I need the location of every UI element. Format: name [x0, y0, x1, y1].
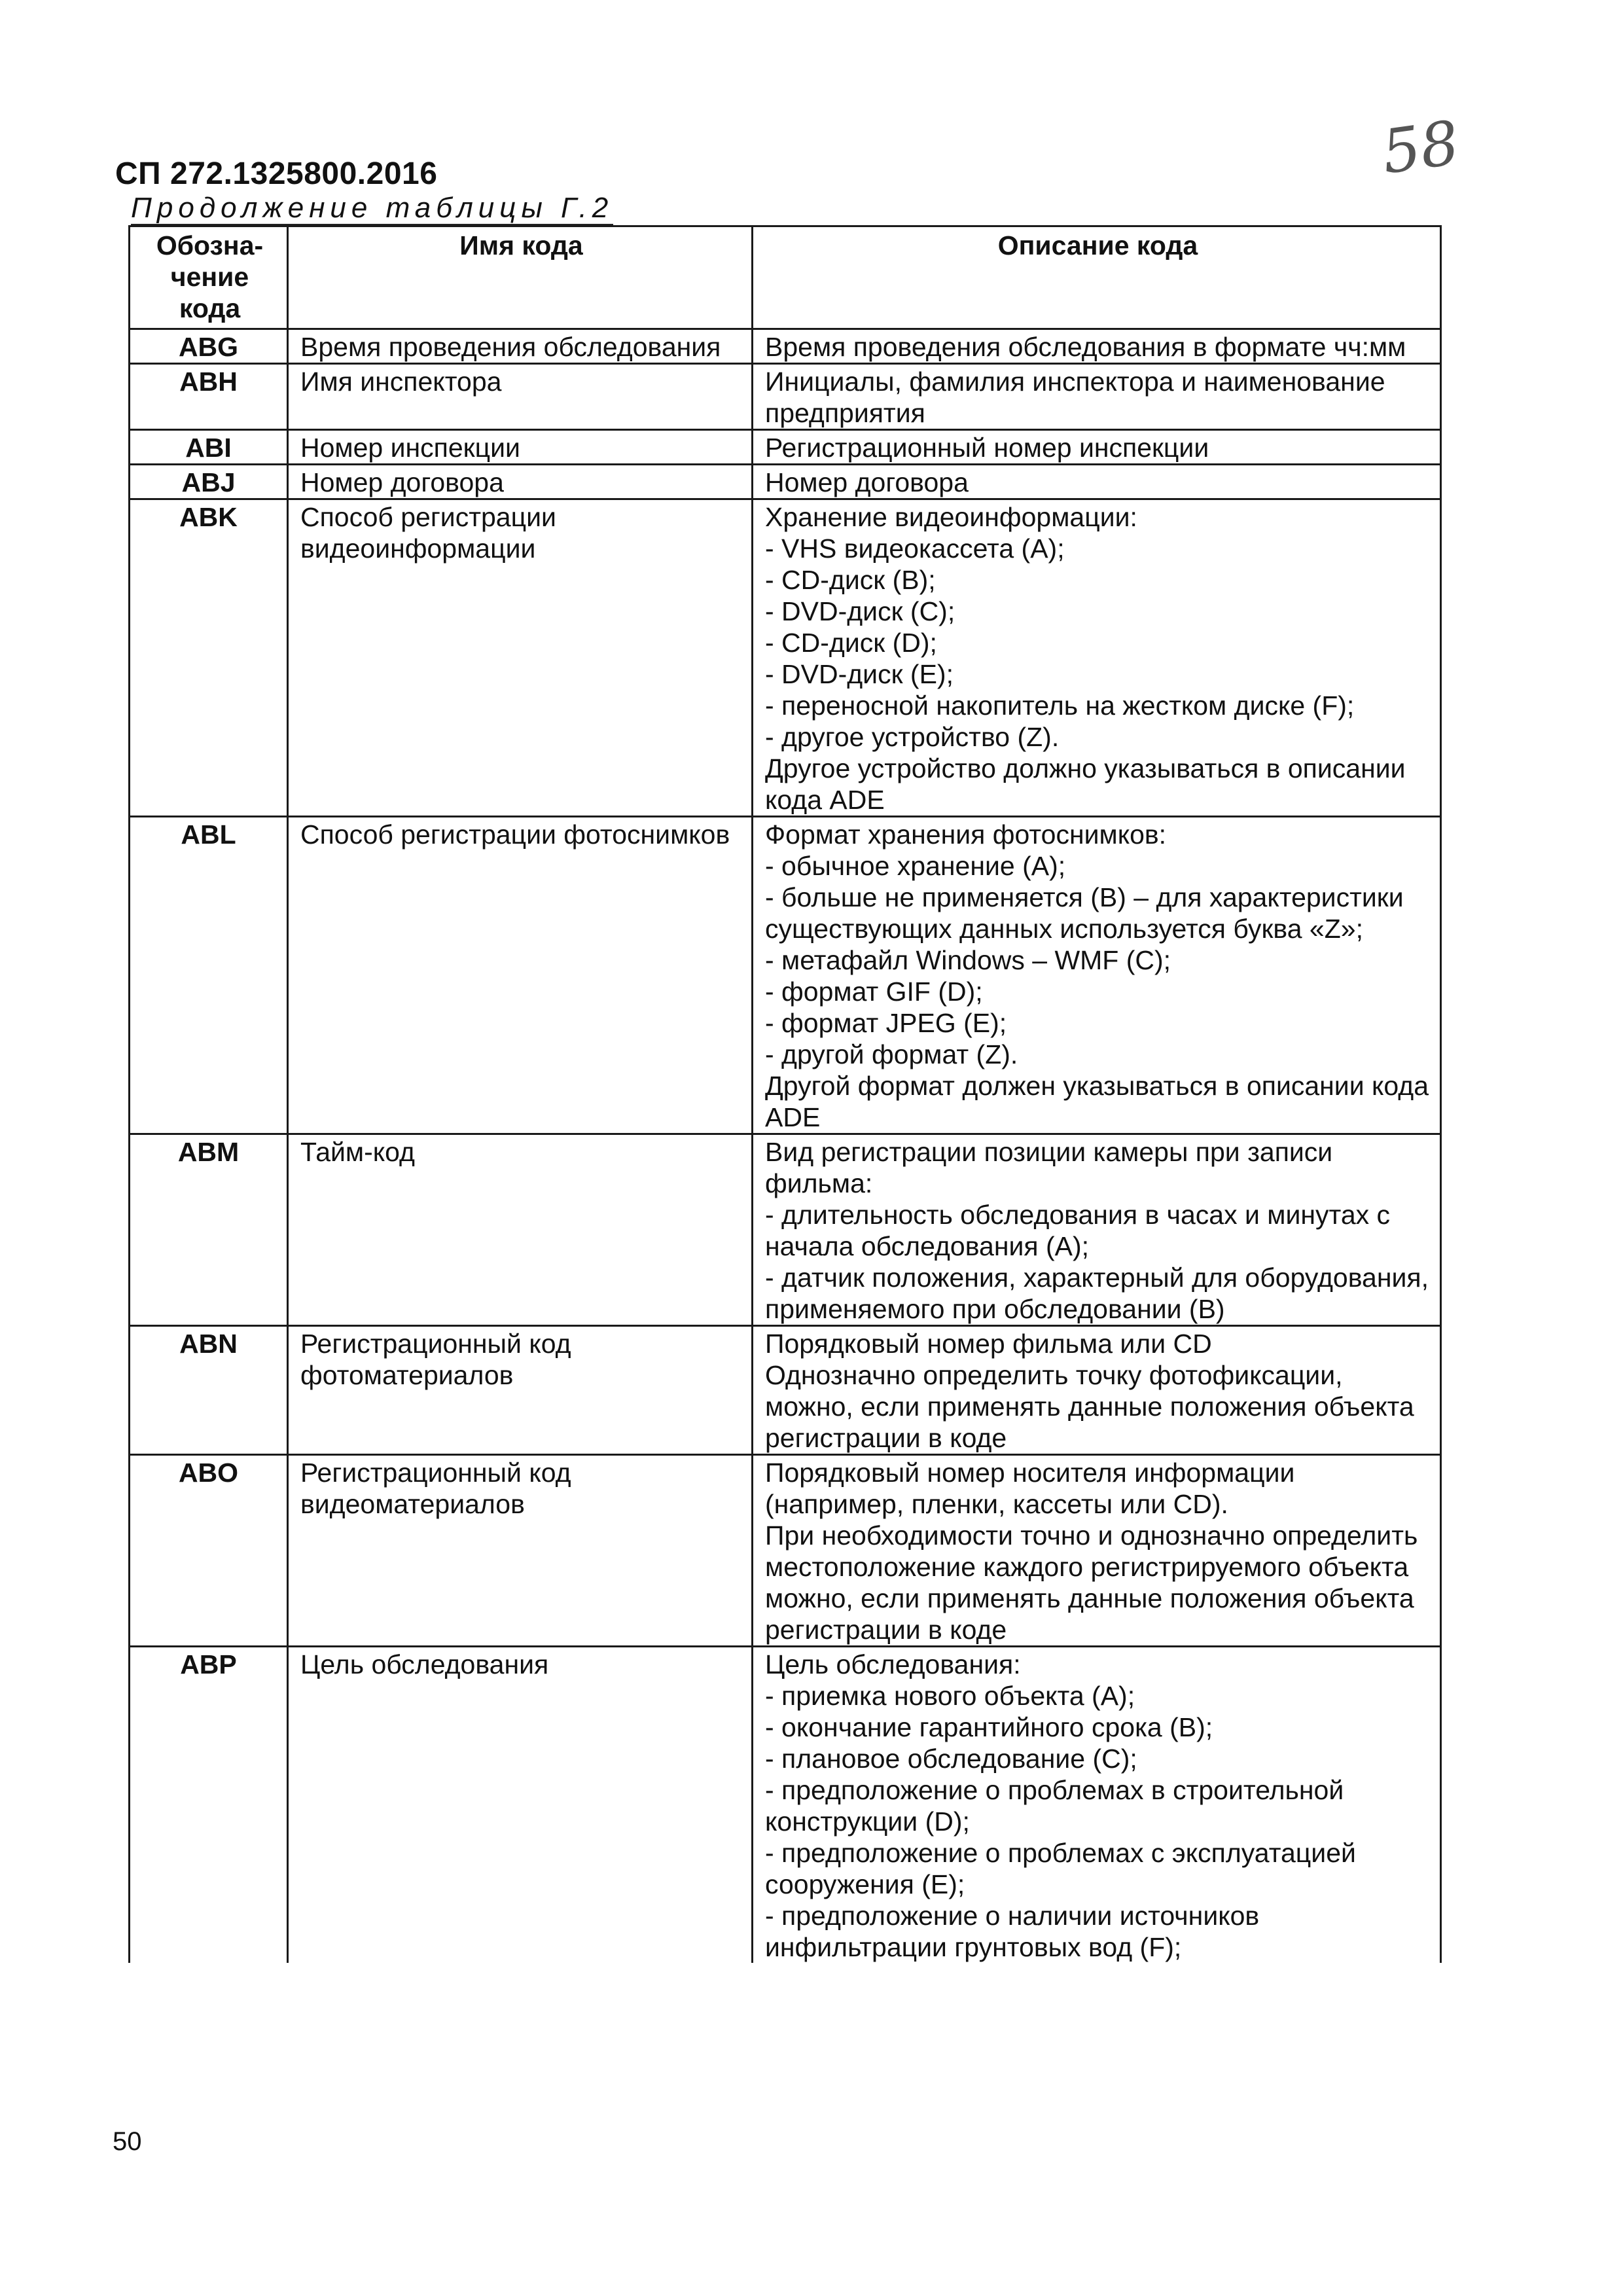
description-line: - другое устройство (Z). [765, 722, 1060, 752]
description-line: Хранение видеоинформации: [765, 502, 1137, 532]
cell-description [753, 430, 1441, 465]
description-line: - DVD-диск (C); [765, 596, 955, 626]
cell-description [753, 1134, 1441, 1326]
description-line: - плановое обследование (C); [765, 1744, 1137, 1774]
cell-name: Способ регистрации фотоснимков [288, 817, 753, 1134]
description-line: Вид регистрации позиции камеры при записи фильма: [765, 1137, 1333, 1198]
description-line: - метафайл Windows – WMF (C); [765, 945, 1171, 975]
column-header-description: Описание кода [753, 226, 1441, 329]
description-line: Регистрационный номер инспекции [765, 433, 1209, 463]
description-line: Время проведения обследования в формате чч:мм [765, 332, 1406, 362]
table-body [130, 329, 1441, 1964]
table-row [130, 430, 1441, 465]
description-line: Порядковый номер носителя информации (например, пленки, кассеты или CD). [765, 1458, 1295, 1519]
table-header-row [130, 226, 1441, 329]
column-header-designation: Обозна-чение кода [130, 226, 288, 329]
description-line: Другой формат должен указываться в описании кода ADE [765, 1071, 1429, 1132]
description-line: - обычное хранение (A); [765, 851, 1066, 881]
description-line: Другое устройство должно указываться в описании кода ADE [765, 753, 1406, 815]
table-row [130, 1326, 1441, 1455]
cell-description [753, 499, 1441, 817]
description-line: - больше не применяется (B) – для характеристики существующих данных используется буква «Z»; [765, 882, 1404, 944]
description-line: - датчик положения, характерный для оборудования, применяемого при обследовании (B) [765, 1263, 1429, 1324]
description-line: - другой формат (Z). [765, 1039, 1018, 1069]
cell-code: ABM [130, 1134, 288, 1326]
description-line: - предположение о проблемах в строительной конструкции (D); [765, 1775, 1344, 1837]
cell-name: Имя инспектора [288, 364, 753, 430]
cell-name: Регистрационный код видеоматериалов [288, 1455, 753, 1647]
description-line: - CD-диск (B); [765, 565, 936, 595]
description-line: - VHS видеокассета (A); [765, 533, 1065, 564]
cell-description [753, 1647, 1441, 1964]
cell-name: Цель обследования [288, 1647, 753, 1964]
cell-code: ABO [130, 1455, 288, 1647]
description-line: Однозначно определить точку фотофиксации, можно, если применять данные положения объекта регистрации в коде [765, 1360, 1414, 1453]
table-row [130, 364, 1441, 430]
description-line: - предположение о проблемах с эксплуатацией сооружения (E); [765, 1838, 1356, 1899]
description-line: Инициалы, фамилия инспектора и наименование предприятия [765, 367, 1385, 428]
codes-table-container [128, 225, 1440, 1963]
description-line: Цель обследования: [765, 1649, 1021, 1679]
handwritten-page-number: 58 [1378, 107, 1463, 188]
table-row [130, 817, 1441, 1134]
description-line: - приемка нового объекта (A); [765, 1681, 1135, 1711]
cell-code: ABG [130, 329, 288, 364]
description-line: Формат хранения фотоснимков: [765, 819, 1167, 850]
cell-code: ABJ [130, 465, 288, 499]
cell-name: Номер договора [288, 465, 753, 499]
cell-code: ABK [130, 499, 288, 817]
description-line: - DVD-диск (E); [765, 659, 954, 689]
cell-code: ABL [130, 817, 288, 1134]
description-line: При необходимости точно и однозначно определить местоположение каждого регистрируемого объекта можно, если применять данные положения объекта регистрации в коде [765, 1520, 1418, 1645]
description-line: - предположение о наличии источников инфильтрации грунтовых вод (F); [765, 1901, 1260, 1962]
table-row [130, 465, 1441, 499]
page-number: 50 [113, 2127, 142, 2156]
cell-name: Способ регистрации видеоинформации [288, 499, 753, 817]
cell-code: ABP [130, 1647, 288, 1964]
description-line: Порядковый номер фильма или CD [765, 1329, 1212, 1359]
description-line: Номер договора [765, 467, 969, 497]
cell-description [753, 1326, 1441, 1455]
cell-name: Тайм-код [288, 1134, 753, 1326]
cell-code: ABN [130, 1326, 288, 1455]
cell-description [753, 465, 1441, 499]
cell-name: Регистрационный код фотоматериалов [288, 1326, 753, 1455]
table-row [130, 329, 1441, 364]
table-row [130, 1134, 1441, 1326]
column-header-name: Имя кода [288, 226, 753, 329]
cell-name: Время проведения обследования [288, 329, 753, 364]
cell-description [753, 364, 1441, 430]
description-line: - окончание гарантийного срока (B); [765, 1712, 1213, 1742]
cell-description [753, 817, 1441, 1134]
cell-description [753, 1455, 1441, 1647]
cell-code: ABI [130, 430, 288, 465]
description-line: - формат JPEG (E); [765, 1008, 1007, 1038]
codes-table [128, 225, 1442, 1963]
table-row [130, 499, 1441, 817]
table-row [130, 1455, 1441, 1647]
description-line: - переносной накопитель на жестком диске (F); [765, 691, 1355, 721]
description-line: - CD-диск (D); [765, 628, 937, 658]
cell-name: Номер инспекции [288, 430, 753, 465]
document-code: СП 272.1325800.2016 [115, 156, 438, 191]
table-row [130, 1647, 1441, 1964]
description-line: - формат GIF (D); [765, 977, 983, 1007]
cell-code: ABH [130, 364, 288, 430]
description-line: - длительность обследования в часах и минутах с начала обследования (A); [765, 1200, 1391, 1261]
cell-description [753, 329, 1441, 364]
table-continuation-caption: Продолжение таблицы Г.2 [131, 194, 613, 226]
